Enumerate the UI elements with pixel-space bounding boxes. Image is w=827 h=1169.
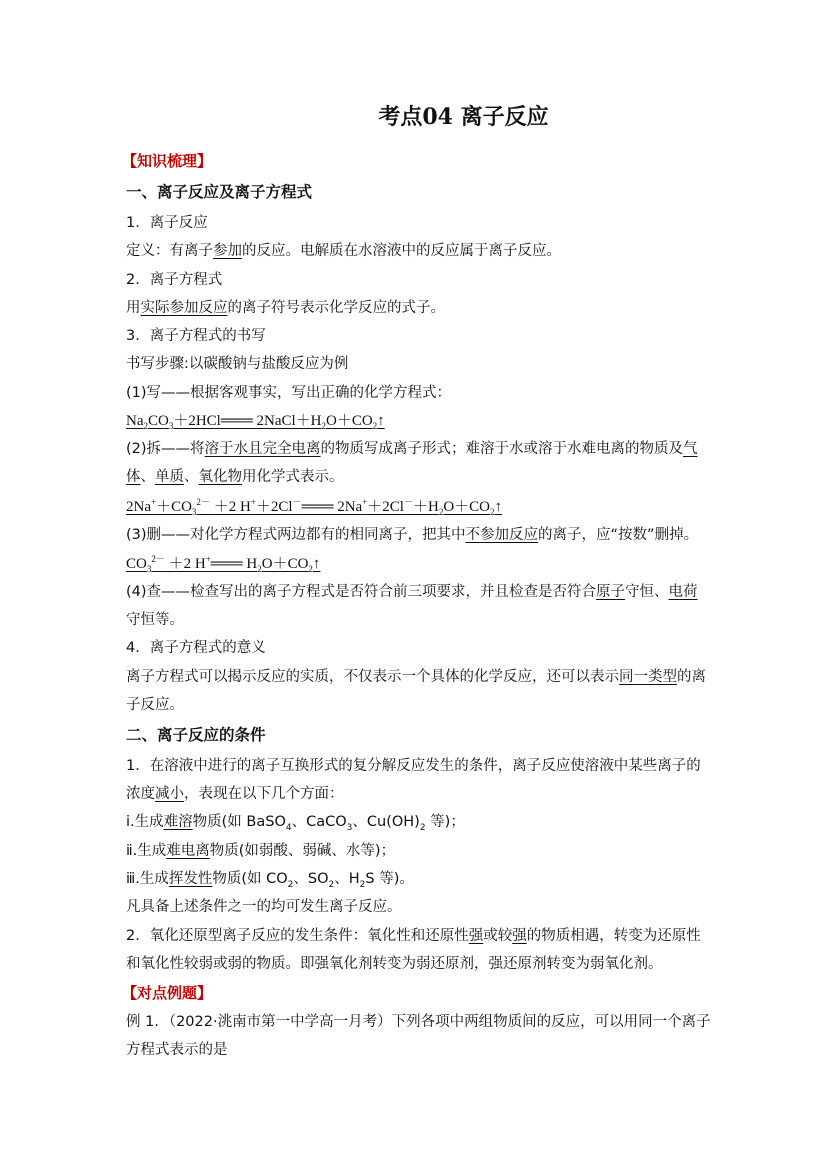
equation-3: $CO_3^{2-} +2$ H+═══ $H_2O+CO_2↑$ (126, 554, 321, 574)
section-label-knowledge: 【知识梳理】 (122, 152, 213, 170)
condition-2: 2．氧化还原型离子反应的发生条件：氧化性和还原性强或较强的物质相遇，转变为还原性 (126, 928, 701, 944)
item-2: 2．离子方程式 (126, 272, 223, 288)
item-1: 1．离子反应 (126, 215, 208, 231)
equation-2: $2Na^++CO_3^{2-} +2$ H+＋2Cl－═══ $2Na^++2Cl^-+H_2O+CO_2↑$ (126, 497, 502, 517)
step-4-cont: 守恒等。 (126, 612, 184, 628)
item-4: 4．离子方程式的意义 (126, 640, 266, 656)
heading-2: 二、离子反应的条件 (126, 726, 266, 744)
step-3: (3)删——对化学方程式两边都有的相同离子，把其中不参加反应的离子，应“按数”删掉。 (126, 527, 699, 543)
definition-line: 定义：有离子参加的反应。电解质在水溶液中的反应属于离子反应。 (126, 243, 561, 259)
condition-ii: ⅱ.生成难电离物质(如弱酸、弱碱、水等)； (126, 843, 396, 859)
example-1: 例 1．（2022·洮南市第一中学高一月考）下列各项中两组物质间的反应，可以用同一个离子 (126, 1014, 711, 1030)
step-1: (1)写——根据客观事实，写出正确的化学方程式： (126, 385, 452, 401)
section-label-examples: 【对点例题】 (122, 984, 213, 1002)
meaning-line-cont: 子反应。 (126, 697, 184, 713)
step-2: (2)拆——将溶于水且完全电离的物质写成离子形式；难溶于水或溶于水难电离的物质及气 (126, 441, 698, 457)
meaning-line: 离子方程式可以揭示反应的实质，不仅表示一个具体的化学反应，还可以表示同一类型的离 (126, 669, 706, 685)
condition-summary: 凡具备上述条件之一的均可发生离子反应。 (126, 899, 402, 915)
condition-1-cont: 浓度减小，表现在以下几个方面： (126, 786, 344, 802)
item-3: 3．离子方程式的书写 (126, 328, 266, 344)
equation-definition: 用实际参加反应的离子符号表示化学反应的式子。 (126, 300, 445, 316)
steps-intro: 书写步骤:以碳酸钠与盐酸反应为例 (126, 356, 349, 372)
step-4: (4)查——检查写出的离子方程式是否符合前三项要求，并且检查是否符合原子守恒、电荷 (126, 584, 698, 600)
condition-2-cont: 和氧化性较弱或弱的物质。即强氧化剂转变为弱还原剂，强还原剂转变为弱氧化剂。 (126, 956, 663, 972)
heading-1: 一、离子反应及离子方程式 (126, 183, 313, 201)
equation-1: $Na_2CO_3+2HCl═══$ $2NaCl+H_2O+CO_2↑$ (126, 413, 385, 431)
example-1-cont: 方程式表示的是 (126, 1042, 228, 1058)
condition-1: 1．在溶液中进行的离子互换形式的复分解反应发生的条件，离子反应使溶液中某些离子的 (126, 758, 701, 774)
step-2-cont: 体、单质、氧化物用化学式表示。 (126, 469, 344, 485)
page-title: 考点04 离子反应 (378, 104, 549, 130)
condition-i: ⅰ.生成难溶物质(如 BaSO$_4$、CaCO$_3$、$Cu(OH)_2$ 等)； (126, 814, 465, 833)
condition-iii: ⅲ.生成挥发性物质(如 $CO_2$、$SO_2$、$H_2S$ 等)。 (126, 871, 414, 890)
